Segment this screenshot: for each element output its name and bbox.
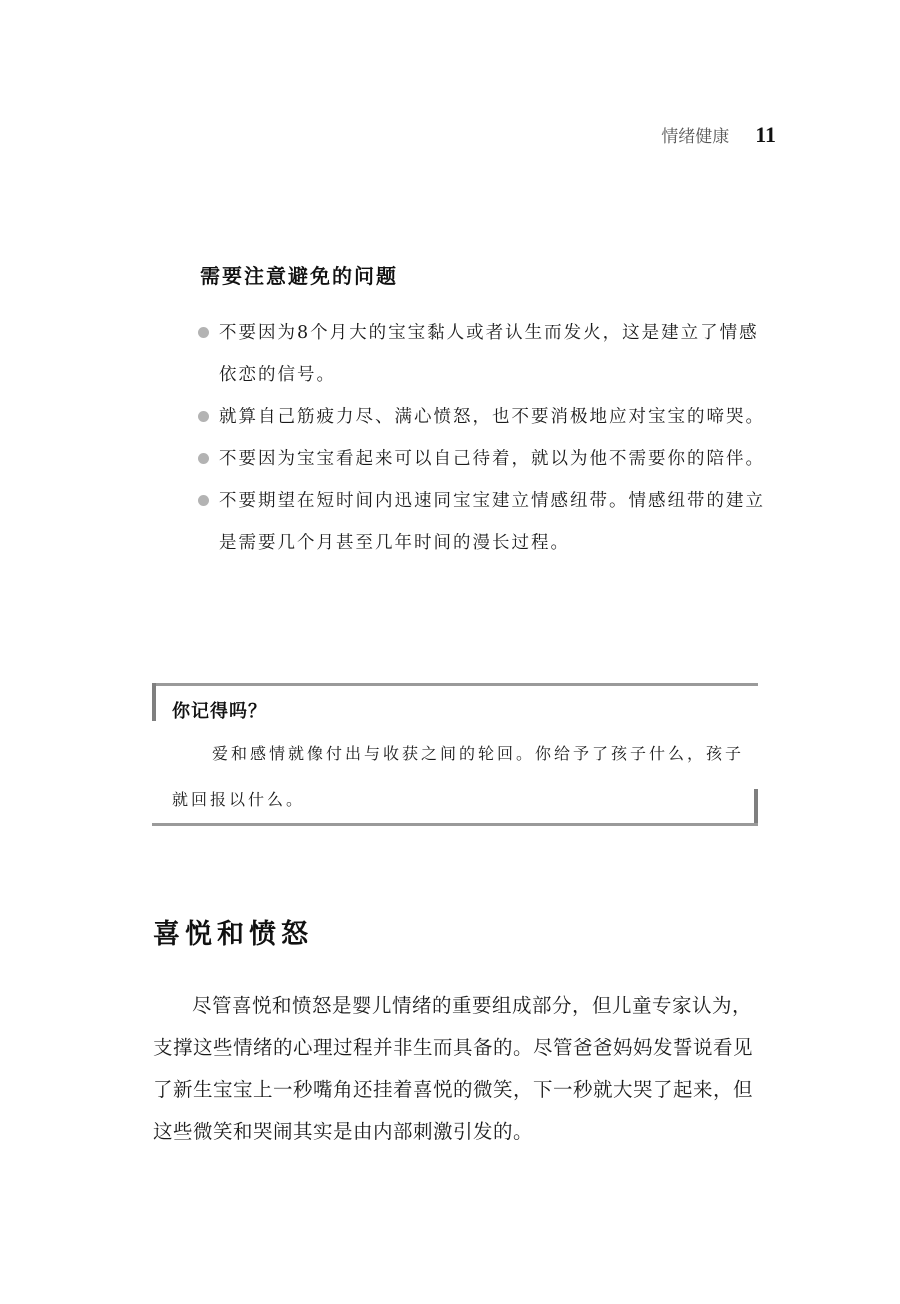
list-item [196,438,766,480]
list-item [196,480,766,564]
list-item-text: 不要因为8个月大的宝宝黏人或者认生而发火，这是建立了情感依恋的信号。 [219,323,759,385]
bullet-icon [198,453,209,464]
remember-title: 你记得吗？ [172,701,267,722]
callout-bottom-rule [152,823,758,826]
callout-top-rule [152,683,758,686]
remember-callout [152,683,758,826]
list-item-text: 就算自己筋疲力尽、满心愤怒，也不要消极地应对宝宝的啼哭。 [219,407,765,427]
bullet-icon [198,495,209,506]
list-item [196,396,766,438]
callout-left-bar [152,683,156,721]
running-head-section: 情绪健康 [661,127,730,147]
remember-text: 爱和感情就像付出与收获之间的轮回。你给予了孩子什么，孩子就回报以什么。 [172,744,745,809]
section-heading: 喜悦和愤怒 [153,919,313,950]
bullet-icon [198,411,209,422]
list-item [196,312,766,396]
body-paragraph: 尽管喜悦和愤怒是婴儿情绪的重要组成部分，但儿童专家认为，支撑这些情绪的心理过程并非生而具备的。尽管爸爸妈妈发誓说看见了新生宝宝上一秒嘴角还挂着喜悦的微笑，下一秒就大哭了起来，但这些微笑和哭闹其实是由内部刺激引发的。 [153,994,754,1143]
list-item-text: 不要因为宝宝看起来可以自己待着，就以为他不需要你的陪伴。 [219,449,765,469]
avoid-list [196,312,766,564]
avoid-box-title: 需要注意避免的问题 [200,264,398,288]
callout-right-bar [754,789,758,826]
bullet-icon [198,327,209,338]
list-item-text: 不要期望在短时间内迅速同宝宝建立情感纽带。情感纽带的建立是需要几个月甚至几年时间的漫长过程。 [219,491,765,553]
running-head [600,122,776,148]
page-number: 11 [755,122,776,147]
